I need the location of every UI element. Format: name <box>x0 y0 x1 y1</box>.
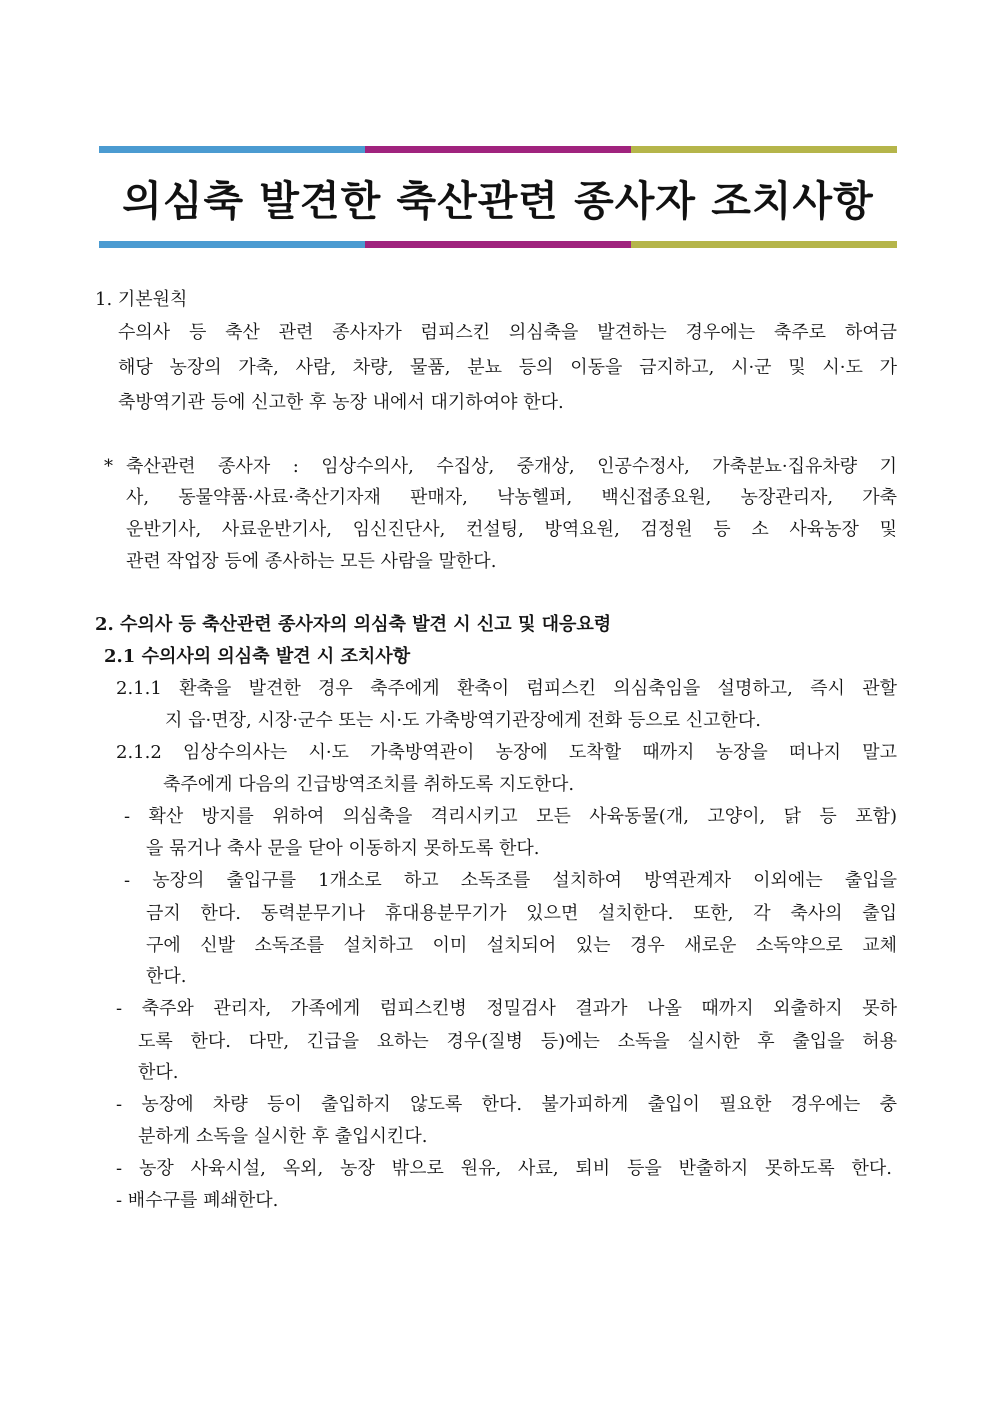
principle-line: 수의사 등 축산 관련 종사자가 럼피스킨 의심축을 발견하는 경우에는 축주로 하여금 <box>118 322 897 343</box>
dash-item-line: - 농장 사육시설, 옥외, 농장 밖으로 원유, 사료, 퇴비 등을 반출하지 못하도록 한다. <box>116 1158 892 1179</box>
bar-segment-olive <box>631 241 897 248</box>
note-line: 운반기사, 사료운반기사, 임신진단사, 컨설팅, 방역요원, 검정원 등 소 사육농장 및 <box>126 519 897 540</box>
bar-segment-purple <box>365 241 631 248</box>
section-1-heading: 1. 기본원칙 <box>95 289 188 310</box>
item-2-1-2-line: 2.1.2 임상수의사는 시·도 가축방역관이 농장에 도착할 때까지 농장을 떠나지 말고 <box>116 742 897 763</box>
dash-item-line: - 축주와 관리자, 가족에게 럼피스킨병 정밀검사 결과가 나올 때까지 외출하지 못하 <box>116 998 897 1019</box>
dash-item-line: 한다. <box>146 966 187 987</box>
dash-item-line: - 확산 방지를 위하여 의심축을 격리시키고 모든 사육동물(개, 고양이, 닭 등 포함) <box>124 806 897 827</box>
note-line: 축산관련 종사자 : 임상수의사, 수집상, 중개상, 인공수정사, 가축분뇨·집유차량 기 <box>126 456 897 477</box>
bar-segment-blue <box>99 146 365 153</box>
dash-item-line: 구에 신발 소독조를 설치하고 이미 설치되어 있는 경우 새로운 소독약으로 교체 <box>146 935 897 956</box>
subsection-2-1-heading: 2.1 수의사의 의심축 발견 시 조치사항 <box>104 646 411 667</box>
document-title: 의심축 발견한 축산관련 종사자 조치사항 <box>122 176 874 225</box>
dash-item-line: 한다. <box>138 1062 179 1083</box>
bar-segment-purple <box>365 146 631 153</box>
note-marker: * <box>104 456 113 477</box>
section-2-heading: 2. 수의사 등 축산관련 종사자의 의심축 발견 시 신고 및 대응요령 <box>95 614 612 635</box>
item-2-1-1-line: 2.1.1 환축을 발견한 경우 축주에게 환축이 럼피스킨 의심축임을 설명하고, 즉시 관할 <box>116 678 897 699</box>
dash-item-line: - 배수구를 폐쇄한다. <box>116 1190 279 1211</box>
bar-segment-olive <box>631 146 897 153</box>
note-line: 사, 동물약품·사료·축산기자재 판매자, 낙농헬퍼, 백신접종요원, 농장관리자, 가축 <box>126 487 897 508</box>
principle-line: 축방역기관 등에 신고한 후 농장 내에서 대기하여야 한다. <box>118 392 564 413</box>
item-2-1-2-line: 축주에게 다음의 긴급방역조치를 취하도록 지도한다. <box>163 774 575 795</box>
dash-item-line: 도록 한다. 다만, 긴급을 요하는 경우(질병 등)에는 소독을 실시한 후 출입을 허용 <box>138 1031 897 1052</box>
dash-item-line: 을 묶거나 축사 문을 닫아 이동하지 못하도록 한다. <box>146 838 540 859</box>
dash-item-line: 분하게 소독을 실시한 후 출입시킨다. <box>138 1126 428 1147</box>
item-2-1-1-line: 지 읍·면장, 시장·군수 또는 시·도 가축방역기관장에게 전화 등으로 신고한다. <box>165 710 762 731</box>
title-bottom-bar <box>99 241 897 248</box>
bar-segment-blue <box>99 241 365 248</box>
principle-line: 해당 농장의 가축, 사람, 차량, 물품, 분뇨 등의 이동을 금지하고, 시·군 및 시·도 가 <box>118 357 897 378</box>
note-line: 관련 작업장 등에 종사하는 모든 사람을 말한다. <box>126 551 497 572</box>
dash-item-line: 금지 한다. 동력분무기나 휴대용분무기가 있으면 설치한다. 또한, 각 축사의 출입 <box>146 903 897 924</box>
title-top-bar <box>99 146 897 153</box>
dash-item-line: - 농장의 출입구를 1개소로 하고 소독조를 설치하여 방역관계자 이외에는 출입을 <box>124 870 897 891</box>
dash-item-line: - 농장에 차량 등이 출입하지 않도록 한다. 불가피하게 출입이 필요한 경우에는 충 <box>116 1094 897 1115</box>
